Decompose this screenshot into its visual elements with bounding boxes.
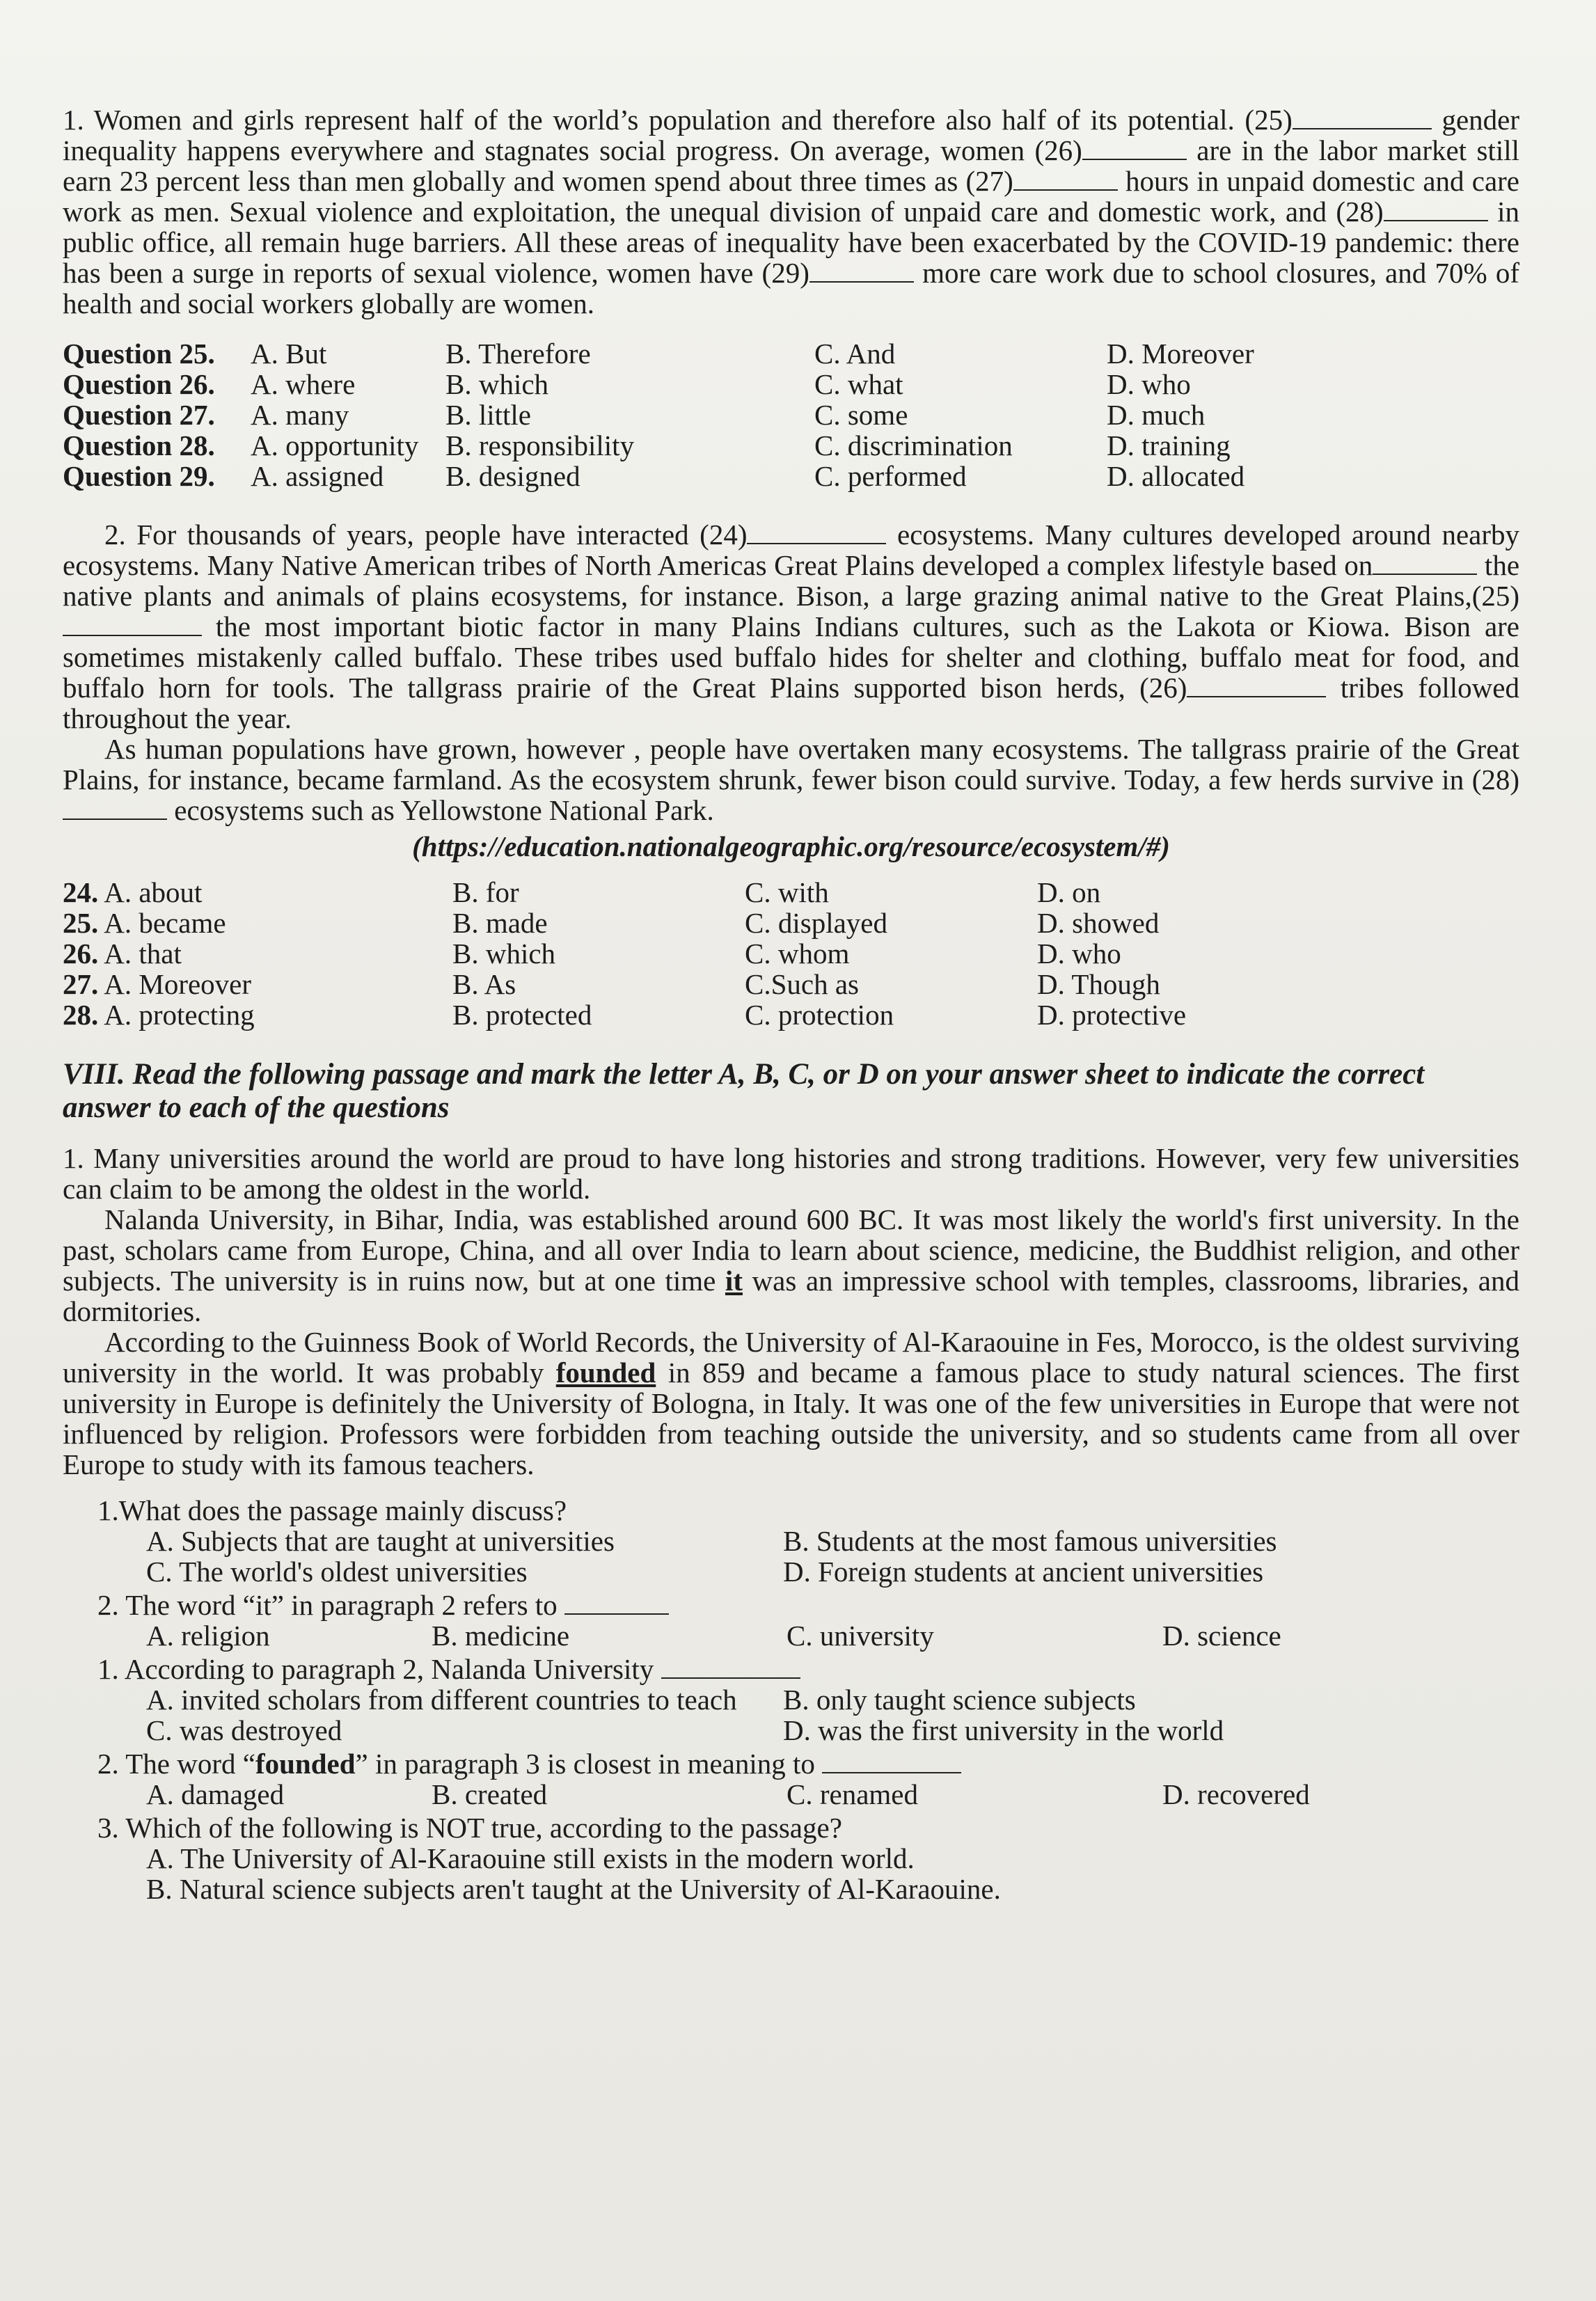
option-row-label: 26. A. that xyxy=(63,938,182,970)
option-d: D. was the first university in the world xyxy=(783,1714,1224,1746)
blank-25 xyxy=(1293,107,1432,129)
option-row-label: 27. A. Moreover xyxy=(63,968,252,1000)
multiple-choice-questions xyxy=(97,1495,1519,1904)
passage-2 xyxy=(63,519,1519,1030)
option-d: D. on xyxy=(1037,876,1101,908)
option-b: B. designed xyxy=(445,460,580,492)
option-row-label: 28. A. protecting xyxy=(63,999,255,1031)
underlined-word-it: it xyxy=(725,1265,743,1297)
answer-blank xyxy=(822,1751,961,1773)
blank-unnumbered xyxy=(1373,553,1477,575)
question-stem: 2. The word “it” in paragraph 2 refers to xyxy=(97,1590,1519,1620)
option-d: D. Foreign students at ancient universities xyxy=(783,1556,1264,1588)
passage-1-text: 1. Women and girls represent half of the world’s population and therefore also half of its potential. (25) gender inequality happens everywhere and stagnates social progress. On average, women (26) are in the labor market still earn 23 percent less than men globally and women spend about three times as (27) hours in unpaid domestic and care work as men. Sexual violence and exploitation, the unequal division of unpaid care and domestic work, and (28) in public office, all remain huge barriers. All these areas of inequality have been exacerbated by the COVID-19 pandemic: there has been a surge in reports of sexual violence, women have (29) more care work due to school closures, and 70% of health and social workers globally are women. xyxy=(63,104,1520,319)
passage-2-paragraph-1: 2. For thousands of years, people have interacted (24) ecosystems. Many cultures developed around nearby ecosystems. Many Native American tribes of North Americas Great Plains developed a complex lifestyle based on the native plants and animals of plains ecosystems, for instance. Bison, a large grazing animal native to the Great Plains,(25) the most important biotic factor in many Plains Indians cultures, such as the Lakota or Kiowa. Bison are sometimes mistakenly called buffalo. These tribes used buffalo hides for shelter and clothing, buffalo meat for food, and buffalo horn for tools. The tallgrass prairie of the Great Plains supported bison herds, (26) tribes followed throughout the year. xyxy=(63,519,1520,734)
answer-options xyxy=(146,1684,1519,1746)
option-d: D. recovered xyxy=(1162,1778,1310,1810)
option-c: C. displayed xyxy=(745,907,887,939)
option-d: D. showed xyxy=(1037,907,1160,939)
option-b: B. which xyxy=(445,368,549,400)
blank-24 xyxy=(747,522,886,544)
option-d: D. who xyxy=(1107,368,1191,400)
question-stem: 1.What does the passage mainly discuss? xyxy=(97,1494,567,1526)
option-c: C. was destroyed xyxy=(146,1714,342,1746)
question-number: Question 25. xyxy=(63,338,215,370)
option-row-label: 24. A. about xyxy=(63,876,203,908)
option-a: A. The University of Al-Karaouine still exists in the modern world. xyxy=(146,1842,915,1874)
option-c: C. renamed xyxy=(787,1778,918,1810)
passage-3-paragraph-2: Nalanda University, in Bihar, India, was established around 600 BC. It was most likely the world's first university. In the past, scholars came from Europe, China, and all over India to learn about science, medicine, the Buddhist religion, and other subjects. The university is in ruins now, but at one time it was an impressive school with temples, classrooms, libraries, and dormitories. xyxy=(63,1203,1520,1327)
option-a: A. damaged xyxy=(146,1778,285,1810)
passage-1 xyxy=(63,104,1519,491)
option-a: A. opportunity xyxy=(251,429,419,461)
option-c: C. protection xyxy=(745,999,894,1031)
blank-27 xyxy=(1013,168,1118,191)
answer-blank xyxy=(661,1656,800,1679)
option-d: D. who xyxy=(1037,938,1121,970)
option-d: D. allocated xyxy=(1107,460,1245,492)
option-b: B. made xyxy=(452,907,548,939)
question-options-2 xyxy=(63,877,1519,1030)
option-c: C. The world's oldest universities xyxy=(146,1556,528,1588)
option-c: C.Such as xyxy=(745,968,859,1000)
option-c: C. what xyxy=(814,368,903,400)
question-stem: 3. Which of the following is NOT true, according to the passage? xyxy=(97,1812,842,1844)
question-number: Question 28. xyxy=(63,429,215,461)
option-a: A. religion xyxy=(146,1620,270,1652)
blank-25b xyxy=(63,614,202,636)
passage-3-paragraph-3: According to the Guinness Book of World Records, the University of Al-Karaouine in Fes, Morocco, is the oldest surviving university in the world. It was probably founded in 859 and became a famous place to study natural sciences. The first university in Europe is definitely the University of Bologna, in Italy. It was one of the few universities in Europe that were not influenced by religion. Professors were forbidden from teaching outside the university, and so students came from all over Europe to study with its famous teachers. xyxy=(63,1326,1520,1480)
option-a: A. many xyxy=(251,399,349,431)
option-d: D. Though xyxy=(1037,968,1160,1000)
question-stem: 2. The word “founded” in paragraph 3 is closest in meaning to xyxy=(97,1748,1519,1779)
blank-29 xyxy=(809,260,914,283)
blank-28 xyxy=(1384,199,1488,221)
question-options-1 xyxy=(63,338,1519,491)
passage-3 xyxy=(63,1143,1519,1480)
question-stem: 1. According to paragraph 2, Nalanda University xyxy=(97,1654,1519,1684)
blank-26b xyxy=(1187,675,1326,697)
question-number: Question 27. xyxy=(63,399,215,431)
option-a: A. assigned xyxy=(251,460,384,492)
passage-3-paragraph-1: 1. Many universities around the world are proud to have long histories and strong traditions. However, very few universities can claim to be among the oldest in the world. xyxy=(63,1142,1519,1205)
option-c: C. with xyxy=(745,876,829,908)
option-c: C. university xyxy=(787,1620,934,1652)
option-a: A. invited scholars from different countries to teach xyxy=(146,1684,737,1716)
answer-options xyxy=(146,1620,1519,1651)
option-b: B. little xyxy=(445,399,531,431)
option-c: C. performed xyxy=(814,460,967,492)
option-b: B. medicine xyxy=(432,1620,570,1652)
option-b: B. Natural science subjects aren't taught at the University of Al-Karaouine. xyxy=(146,1873,1001,1905)
blank-26 xyxy=(1082,138,1187,160)
answer-blank xyxy=(564,1592,669,1615)
section-8-header: VIII. Read the following passage and mark the letter A, B, C, or D on your answer sheet to indicate the correct answer to each of the questions xyxy=(63,1058,1425,1124)
option-b: B. Students at the most famous universities xyxy=(783,1525,1277,1557)
option-b: B. As xyxy=(452,968,516,1000)
option-d: D. much xyxy=(1107,399,1206,431)
source-citation: (https://education.nationalgeographic.org/resource/ecosystem/#) xyxy=(412,830,1170,862)
answer-options xyxy=(146,1779,1519,1810)
option-c: C. some xyxy=(814,399,908,431)
option-d: D. training xyxy=(1107,429,1231,461)
option-c: C. And xyxy=(814,338,896,370)
option-b: B. created xyxy=(432,1778,548,1810)
option-b: B. protected xyxy=(452,999,592,1031)
underlined-word-founded: founded xyxy=(555,1357,656,1389)
option-b: B. responsibility xyxy=(445,429,635,461)
answer-options xyxy=(146,1526,1519,1587)
question-number: Question 26. xyxy=(63,368,215,400)
option-d: D. Moreover xyxy=(1107,338,1254,370)
question-number: Question 29. xyxy=(63,460,215,492)
option-row-label: 25. A. became xyxy=(63,907,226,939)
option-d: D. protective xyxy=(1037,999,1187,1031)
option-d: D. science xyxy=(1162,1620,1281,1652)
option-b: B. only taught science subjects xyxy=(783,1684,1136,1716)
option-c: C. whom xyxy=(745,938,850,970)
option-b: B. which xyxy=(452,938,556,970)
option-b: B. Therefore xyxy=(445,338,591,370)
option-b: B. for xyxy=(452,876,519,908)
option-a: A. Subjects that are taught at universities xyxy=(146,1525,615,1557)
blank-28b xyxy=(63,798,167,820)
option-a: A. But xyxy=(251,338,327,370)
passage-2-paragraph-2: As human populations have grown, however , people have overtaken many ecosystems. The tallgrass prairie of the Great Plains, for instance, became farmland. As the ecosystem shrunk, fewer bison could survive. Today, a few herds survive in (28) ecosystems such as Yellowstone National Park. xyxy=(63,733,1519,826)
option-c: C. discrimination xyxy=(814,429,1013,461)
option-a: A. where xyxy=(251,368,356,400)
